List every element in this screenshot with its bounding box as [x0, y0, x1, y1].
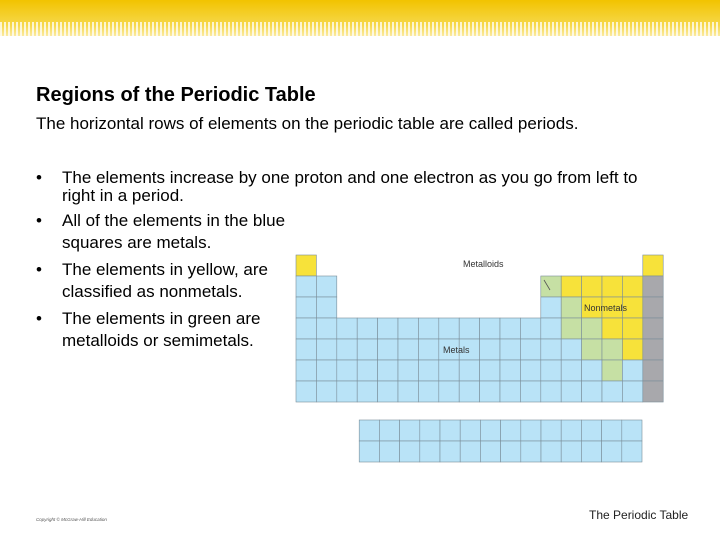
- element-cell: [296, 255, 316, 276]
- element-cell: [480, 318, 500, 339]
- element-cell: [418, 381, 438, 402]
- element-cell: [541, 318, 561, 339]
- element-cell: [520, 360, 540, 381]
- element-cell: [582, 381, 602, 402]
- inner-transition-cell: [480, 420, 500, 441]
- copyright-text: Copyright © McGraw-Hill Education: [36, 517, 107, 522]
- inner-transition-cell: [521, 420, 541, 441]
- metalloids-label: Metalloids: [463, 259, 504, 269]
- inner-transition-cell: [400, 441, 420, 462]
- element-cell: [602, 318, 622, 339]
- element-cell: [480, 381, 500, 402]
- element-cell: [602, 339, 622, 360]
- element-cell: [357, 360, 377, 381]
- element-cell: [520, 381, 540, 402]
- inner-transition-cell: [561, 441, 581, 462]
- deck-title: The Periodic Table: [589, 508, 689, 522]
- element-cell: [561, 276, 581, 297]
- inner-transition-cell: [602, 441, 622, 462]
- inner-transition-cell: [581, 441, 601, 462]
- banner-stripes: [0, 22, 720, 36]
- element-cell: [316, 360, 336, 381]
- element-cell: [500, 318, 520, 339]
- element-cell: [561, 318, 581, 339]
- inner-transition-cell: [541, 441, 561, 462]
- inner-transition-cell: [400, 420, 420, 441]
- element-cell: [357, 381, 377, 402]
- element-cell: [439, 381, 459, 402]
- element-cell: [520, 318, 540, 339]
- element-cell: [622, 318, 642, 339]
- inner-transition-cell: [440, 441, 460, 462]
- element-cell: [541, 339, 561, 360]
- inner-transition-cell: [521, 441, 541, 462]
- intro-text: The horizontal rows of elements on the periodic table are called periods.: [36, 114, 579, 133]
- bullet-item: • The elements in yellow, are classified as nonmetals.: [36, 259, 292, 303]
- inner-transition-cell: [541, 420, 561, 441]
- element-cell: [500, 339, 520, 360]
- element-cell: [480, 339, 500, 360]
- element-cell: [316, 276, 336, 297]
- element-cell: [541, 360, 561, 381]
- element-cell: [357, 318, 377, 339]
- inner-transition-cell: [622, 420, 642, 441]
- bullet-item: • All of the elements in the blue squares are metals.: [36, 210, 292, 254]
- element-cell: [378, 318, 398, 339]
- element-cell: [622, 339, 642, 360]
- element-cell: [357, 339, 377, 360]
- element-cell: [296, 318, 316, 339]
- element-cell: [316, 339, 336, 360]
- inner-transition-cell: [359, 441, 379, 462]
- element-cell: [561, 381, 581, 402]
- element-cell: [622, 360, 642, 381]
- element-cell: [337, 339, 357, 360]
- inner-transition-cell: [501, 441, 521, 462]
- element-cell: [296, 297, 316, 318]
- inner-transition-cell: [379, 441, 399, 462]
- element-cell: [541, 381, 561, 402]
- lanthanide-actinide-rows: [359, 420, 642, 462]
- element-cell: [622, 276, 642, 297]
- inner-transition-cell: [359, 420, 379, 441]
- element-cell: [480, 360, 500, 381]
- element-cell: [316, 318, 336, 339]
- metals-label: Metals: [443, 345, 470, 355]
- element-cell: [296, 381, 316, 402]
- inner-transition-cell: [460, 420, 480, 441]
- element-cell: [643, 381, 663, 402]
- periodic-table-diagram: [294, 254, 666, 466]
- bullet-item: • The elements increase by one proton and one electron as you go from left to right in a period.: [36, 169, 672, 205]
- element-cell: [582, 318, 602, 339]
- inner-transition-cell: [379, 420, 399, 441]
- element-cell: [602, 381, 622, 402]
- element-cell: [418, 318, 438, 339]
- element-cell: [378, 381, 398, 402]
- element-cell: [561, 297, 581, 318]
- element-cell: [582, 360, 602, 381]
- element-cell: [459, 318, 479, 339]
- inner-transition-cell: [420, 420, 440, 441]
- element-cell: [622, 381, 642, 402]
- top-banner: [0, 0, 720, 36]
- inner-transition-cell: [581, 420, 601, 441]
- element-cell: [459, 360, 479, 381]
- element-cell: [643, 318, 663, 339]
- periodic-table-cells: [296, 255, 663, 402]
- element-cell: [337, 318, 357, 339]
- element-cell: [378, 360, 398, 381]
- element-cell: [398, 381, 418, 402]
- element-cell: [602, 360, 622, 381]
- element-cell: [643, 339, 663, 360]
- element-cell: [643, 297, 663, 318]
- element-cell: [500, 381, 520, 402]
- element-cell: [337, 360, 357, 381]
- inner-transition-cell: [460, 441, 480, 462]
- element-cell: [316, 381, 336, 402]
- element-cell: [520, 339, 540, 360]
- element-cell: [316, 297, 336, 318]
- element-cell: [541, 276, 561, 297]
- element-cell: [541, 297, 561, 318]
- element-cell: [561, 360, 581, 381]
- element-cell: [296, 360, 316, 381]
- slide-title: Regions of the Periodic Table: [36, 84, 316, 106]
- inner-transition-cell: [420, 441, 440, 462]
- element-cell: [296, 276, 316, 297]
- element-cell: [439, 360, 459, 381]
- element-cell: [643, 255, 663, 276]
- element-cell: [418, 339, 438, 360]
- element-cell: [296, 339, 316, 360]
- element-cell: [643, 360, 663, 381]
- inner-transition-cell: [480, 441, 500, 462]
- inner-transition-cell: [602, 420, 622, 441]
- element-cell: [378, 339, 398, 360]
- element-cell: [459, 381, 479, 402]
- element-cell: [500, 360, 520, 381]
- element-cell: [582, 276, 602, 297]
- element-cell: [602, 276, 622, 297]
- inner-transition-cell: [561, 420, 581, 441]
- element-cell: [439, 318, 459, 339]
- element-cell: [398, 318, 418, 339]
- nonmetals-label: Nonmetals: [584, 303, 628, 313]
- inner-transition-cell: [501, 420, 521, 441]
- element-cell: [582, 339, 602, 360]
- element-cell: [418, 360, 438, 381]
- bullet-item: • The elements in green are metalloids or semimetals.: [36, 308, 292, 352]
- element-cell: [643, 276, 663, 297]
- element-cell: [398, 339, 418, 360]
- element-cell: [337, 381, 357, 402]
- inner-transition-cell: [622, 441, 642, 462]
- element-cell: [561, 339, 581, 360]
- inner-transition-cell: [440, 420, 460, 441]
- element-cell: [398, 360, 418, 381]
